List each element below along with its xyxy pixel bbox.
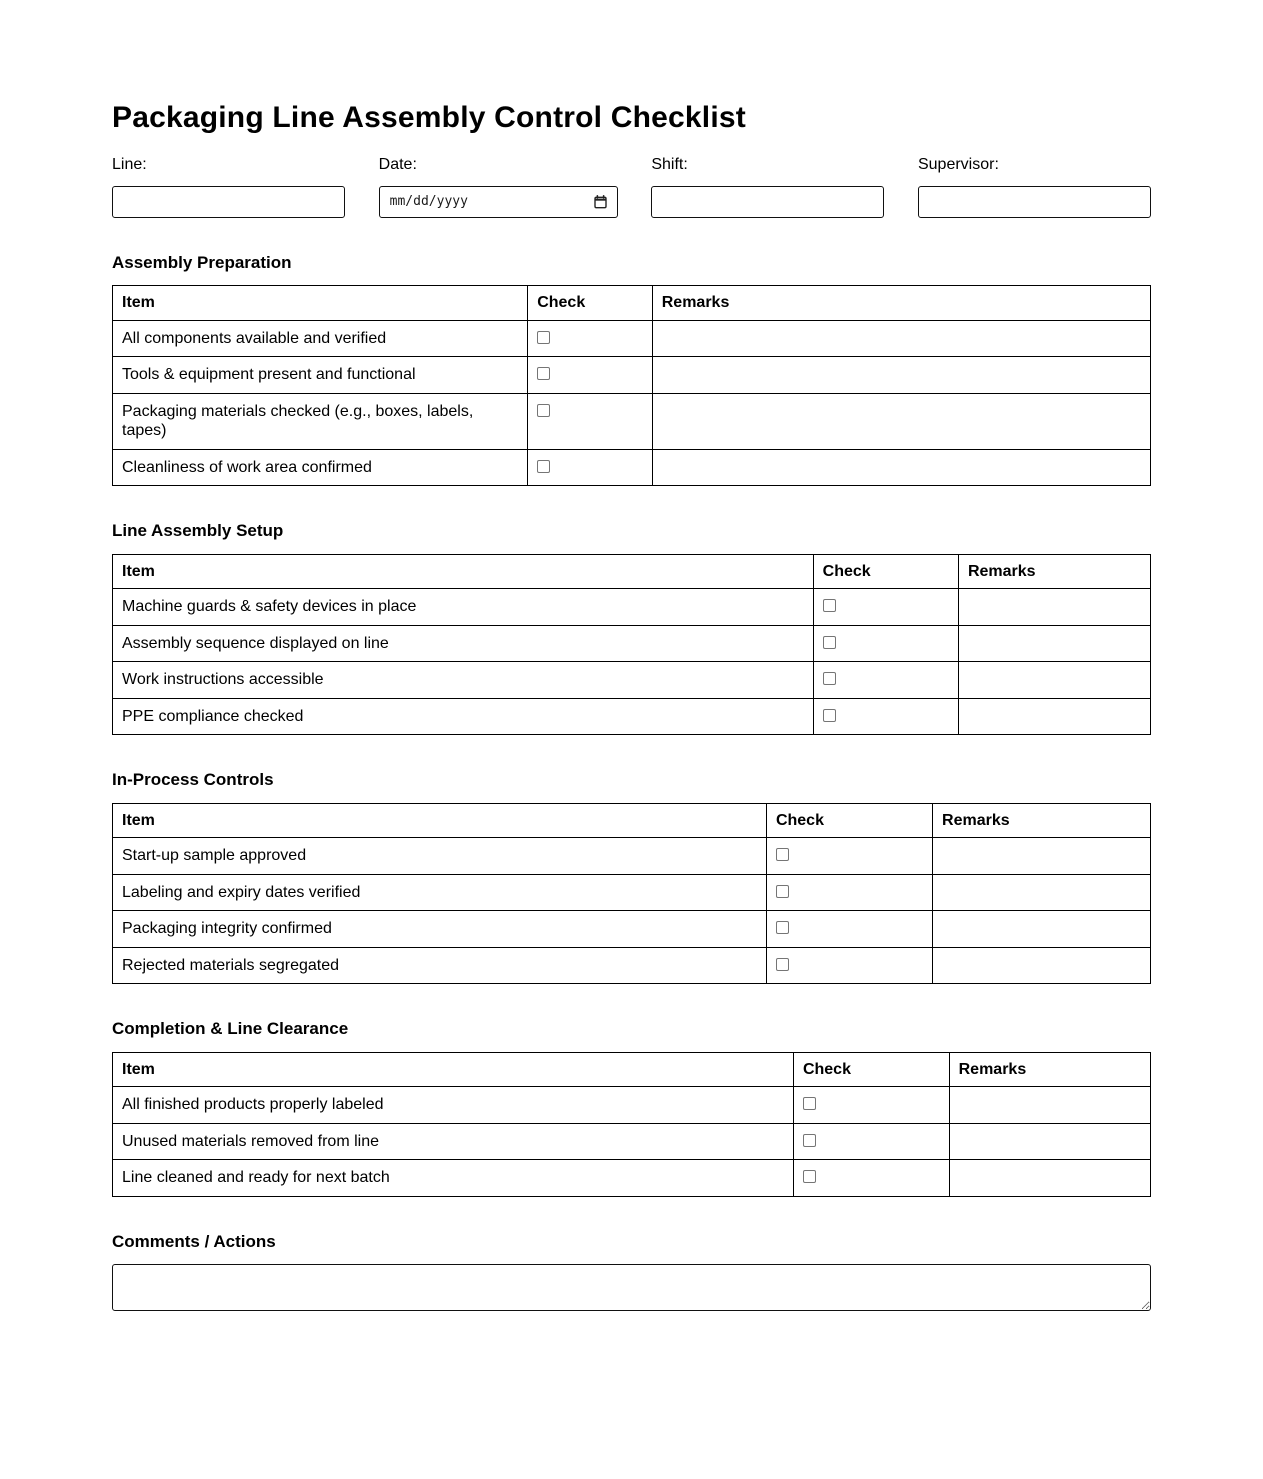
table-row — [113, 357, 1151, 394]
table-row — [113, 393, 1151, 449]
check-checkbox[interactable] — [823, 636, 836, 649]
check-cell — [528, 449, 653, 486]
remarks-cell — [958, 625, 1150, 662]
shift-field-group — [651, 155, 884, 218]
check-cell — [766, 838, 932, 875]
remarks-cell — [933, 911, 1151, 948]
table-header-row — [113, 286, 1151, 321]
check-checkbox[interactable] — [537, 404, 550, 417]
item-column-header: Item — [113, 1052, 794, 1087]
check-checkbox[interactable] — [823, 672, 836, 685]
item-column-header: Item — [113, 286, 528, 321]
item-cell: Start-up sample approved — [113, 838, 767, 875]
check-checkbox[interactable] — [537, 367, 550, 380]
shift-label: Shift: — [651, 155, 688, 173]
remarks-cell — [652, 449, 1150, 486]
item-cell: Cleanliness of work area confirmed — [113, 449, 528, 486]
check-checkbox[interactable] — [537, 460, 550, 473]
check-checkbox[interactable] — [776, 848, 789, 861]
date-field-group — [379, 155, 618, 218]
supervisor-label: Supervisor: — [917, 155, 999, 173]
check-column-header: Check — [793, 1052, 949, 1087]
item-cell: Packaging integrity confirmed — [113, 911, 767, 948]
check-checkbox[interactable] — [776, 958, 789, 971]
remarks-cell — [652, 393, 1150, 449]
table-row — [113, 838, 1151, 875]
check-column-header: Check — [813, 554, 958, 589]
table-row — [113, 874, 1151, 911]
table-row — [113, 320, 1151, 357]
check-cell — [813, 625, 958, 662]
date-label: Date: — [378, 155, 417, 173]
table-header-row — [113, 554, 1151, 589]
remarks-cell — [933, 874, 1151, 911]
item-cell: Machine guards & safety devices in place — [113, 589, 814, 626]
item-column-header: Item — [113, 554, 814, 589]
table-header-row — [113, 1052, 1151, 1087]
section-heading-comments-actions: Comments / Actions — [112, 1231, 276, 1251]
item-column-header: Item — [113, 803, 767, 838]
remarks-cell — [933, 838, 1151, 875]
table-row — [113, 1087, 1151, 1124]
remarks-cell — [652, 320, 1150, 357]
remarks-column-header: Remarks — [652, 286, 1150, 321]
item-cell: Rejected materials segregated — [113, 947, 767, 984]
section-heading-completion-line-clearance: Completion & Line Clearance — [112, 1019, 349, 1039]
in-process-controls-table — [112, 803, 1151, 985]
check-cell — [793, 1160, 949, 1197]
supervisor-input[interactable] — [918, 186, 1151, 218]
item-cell: Line cleaned and ready for next batch — [113, 1160, 794, 1197]
remarks-cell — [958, 589, 1150, 626]
section-heading-in-process-controls: In-Process Controls — [112, 770, 274, 790]
item-cell: Unused materials removed from line — [113, 1123, 794, 1160]
table-row — [113, 947, 1151, 984]
remarks-cell — [652, 357, 1150, 394]
table-row — [113, 698, 1151, 735]
item-cell: Assembly sequence displayed on line — [113, 625, 814, 662]
check-cell — [813, 698, 958, 735]
check-cell — [793, 1087, 949, 1124]
check-cell — [813, 589, 958, 626]
item-cell: Work instructions accessible — [113, 662, 814, 699]
check-column-header: Check — [766, 803, 932, 838]
calendar-icon[interactable] — [593, 194, 608, 210]
remarks-column-header: Remarks — [933, 803, 1151, 838]
assembly-preparation-table — [112, 285, 1151, 486]
remarks-column-header: Remarks — [958, 554, 1150, 589]
section-heading-line-assembly-setup: Line Assembly Setup — [112, 521, 284, 541]
remarks-cell — [958, 698, 1150, 735]
check-cell — [766, 874, 932, 911]
remarks-cell — [949, 1123, 1150, 1160]
table-row — [113, 449, 1151, 486]
check-cell — [813, 662, 958, 699]
check-cell — [528, 393, 653, 449]
page-title: Packaging Line Assembly Control Checklist — [112, 101, 746, 134]
check-checkbox[interactable] — [823, 599, 836, 612]
check-checkbox[interactable] — [776, 885, 789, 898]
check-checkbox[interactable] — [803, 1170, 816, 1183]
line-field-group — [112, 155, 345, 218]
remarks-column-header: Remarks — [949, 1052, 1150, 1087]
table-row — [113, 911, 1151, 948]
item-cell: All finished products properly labeled — [113, 1087, 794, 1124]
section-heading-assembly-preparation: Assembly Preparation — [112, 252, 292, 272]
check-checkbox[interactable] — [776, 921, 789, 934]
remarks-cell — [933, 947, 1151, 984]
comments-textarea[interactable] — [112, 1264, 1151, 1311]
table-row — [113, 1160, 1151, 1197]
header-fields-row — [112, 155, 1151, 218]
line-label: Line: — [112, 155, 147, 173]
item-cell: Tools & equipment present and functional — [113, 357, 528, 394]
remarks-cell — [949, 1160, 1150, 1197]
item-cell: Packaging materials checked (e.g., boxes, labels, tapes) — [113, 393, 528, 449]
check-checkbox[interactable] — [803, 1097, 816, 1110]
check-cell — [528, 357, 653, 394]
line-input[interactable] — [112, 186, 345, 218]
date-input[interactable] — [379, 186, 618, 218]
table-row — [113, 589, 1151, 626]
table-row — [113, 1123, 1151, 1160]
item-cell: All components available and verified — [113, 320, 528, 357]
check-cell — [766, 911, 932, 948]
table-row — [113, 625, 1151, 662]
check-checkbox[interactable] — [823, 709, 836, 722]
item-cell: Labeling and expiry dates verified — [113, 874, 767, 911]
date-placeholder: mm/dd/yyyy — [389, 194, 468, 210]
remarks-cell — [958, 662, 1150, 699]
check-checkbox[interactable] — [537, 331, 550, 344]
completion-line-clearance-table — [112, 1052, 1151, 1197]
item-cell: PPE compliance checked — [113, 698, 814, 735]
remarks-cell — [949, 1087, 1150, 1124]
supervisor-field-group — [918, 155, 1151, 218]
shift-input[interactable] — [651, 186, 884, 218]
table-header-row — [113, 803, 1151, 838]
check-cell — [793, 1123, 949, 1160]
check-cell — [528, 320, 653, 357]
check-checkbox[interactable] — [803, 1134, 816, 1147]
table-row — [113, 662, 1151, 699]
line-assembly-setup-table — [112, 554, 1151, 736]
check-column-header: Check — [528, 286, 653, 321]
check-cell — [766, 947, 932, 984]
